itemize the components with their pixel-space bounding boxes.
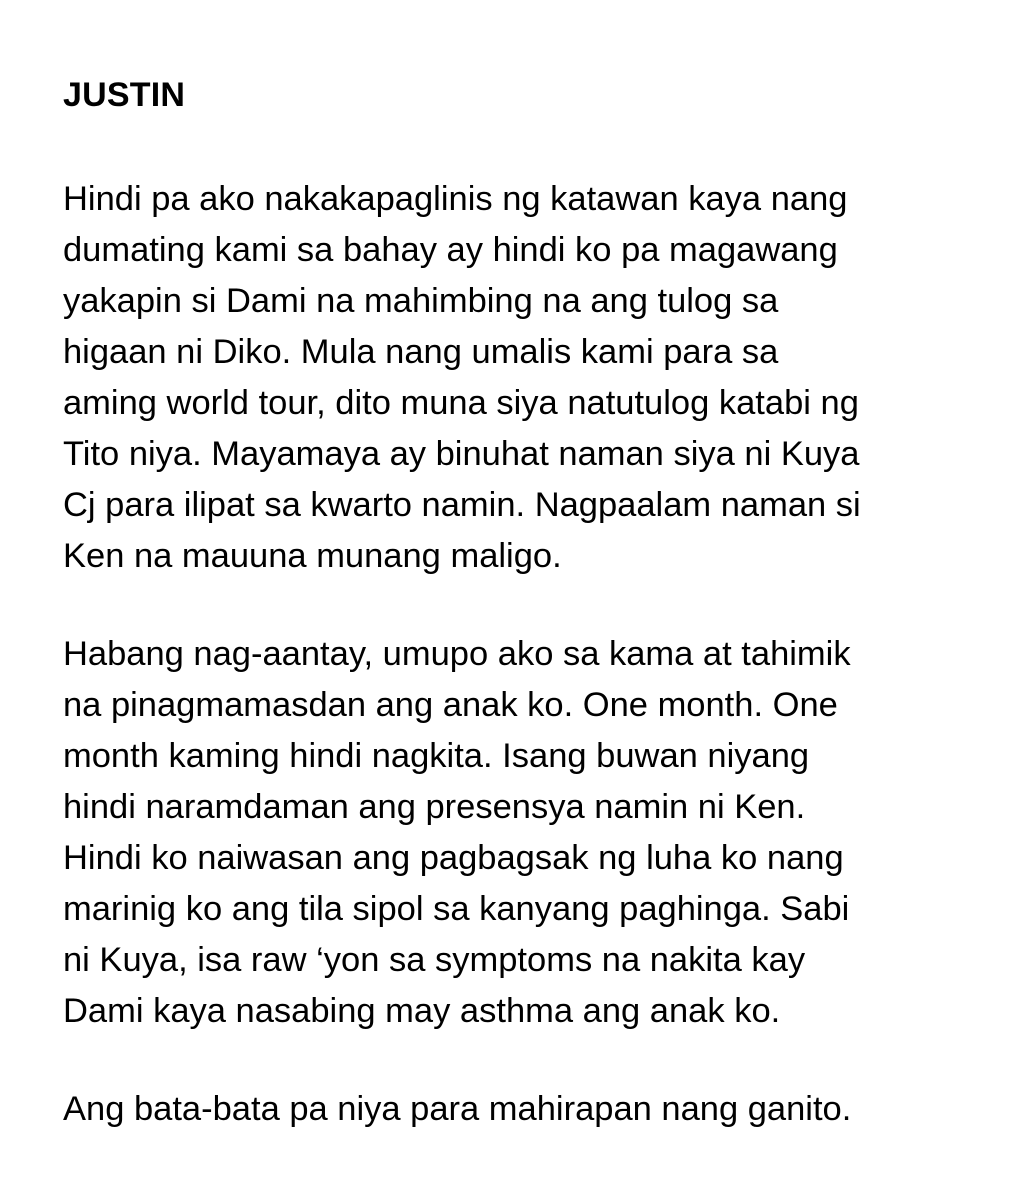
text-line: Ken na mauuna munang maligo. xyxy=(63,537,562,575)
text-line: na pinagmamasdan ang anak ko. One month. One xyxy=(63,686,838,724)
paragraph-1 xyxy=(63,174,861,582)
text-line: higaan ni Diko. Mula nang umalis kami para sa xyxy=(63,333,779,371)
text-line: Hindi pa ako nakakapaglinis ng katawan kaya nang xyxy=(63,180,848,218)
text-line: dumating kami sa bahay ay hindi ko pa magawang xyxy=(63,231,838,269)
text-line: marinig ko ang tila sipol sa kanyang paghinga. Sabi xyxy=(63,890,850,928)
paragraph-3 xyxy=(63,1084,851,1135)
text-line: hindi naramdaman ang presensya namin ni Ken. xyxy=(63,788,806,826)
text-line: Hindi ko naiwasan ang pagbagsak ng luha ko nang xyxy=(63,839,844,877)
text-line: Cj para ilipat sa kwarto namin. Nagpaalam naman si xyxy=(63,486,861,524)
text-line: Dami kaya nasabing may asthma ang anak ko. xyxy=(63,992,781,1030)
text-line: aming world tour, dito muna siya natutulog katabi ng xyxy=(63,384,859,422)
chapter-heading: JUSTIN xyxy=(63,76,186,114)
text-line: Ang bata-bata pa niya para mahirapan nang ganito. xyxy=(63,1090,852,1128)
paragraph-2 xyxy=(63,629,851,1037)
text-line: ni Kuya, isa raw ‘yon sa symptoms na nakita kay xyxy=(63,941,806,979)
text-line: month kaming hindi nagkita. Isang buwan niyang xyxy=(63,737,810,775)
text-line: Habang nag-aantay, umupo ako sa kama at tahimik xyxy=(63,635,851,673)
text-line: yakapin si Dami na mahimbing na ang tulog sa xyxy=(63,282,779,320)
text-line: Tito niya. Mayamaya ay binuhat naman siya ni Kuya xyxy=(63,435,860,473)
